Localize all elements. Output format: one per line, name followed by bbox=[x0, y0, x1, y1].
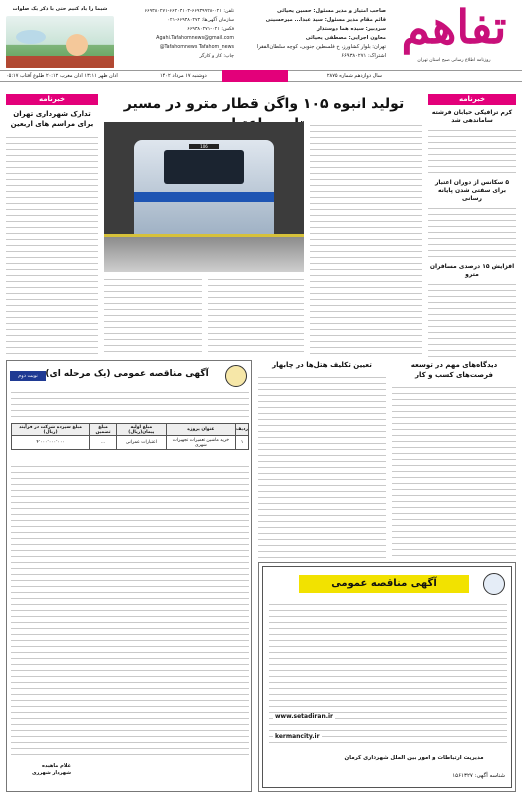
ad-right-title: آگهی مناقصه عمومی bbox=[299, 575, 469, 593]
subscription-line: اشتراک: ۶۶۹۳۸۰۲۷۱ bbox=[341, 53, 386, 59]
tender-ad-right bbox=[258, 562, 516, 792]
mid-col2 bbox=[392, 360, 516, 558]
ad-left-emblem bbox=[225, 365, 247, 387]
date-line: دوشنبه ۱۷ مرداد ۱۴۰۲ bbox=[160, 73, 207, 79]
ad-right-body bbox=[269, 601, 507, 747]
td-title: خرید ماشین تعمیرات تجهیزات شهری bbox=[166, 436, 235, 450]
printer-line: چاپ: کار و کارگر bbox=[199, 54, 234, 59]
main-story bbox=[104, 94, 424, 356]
contact-block bbox=[118, 7, 234, 61]
ad-left-title: آگهی مناقصه عمومی (یک مرحله ای) bbox=[45, 369, 209, 379]
address-line: تهران: بلوار کشاورز، خ فلسطین جنوبی، کوچه سلطان‌الفقرا bbox=[256, 44, 386, 50]
tagline: شیما را یاد کنیم حتی با ذکر یک صلوات bbox=[12, 6, 108, 12]
mid-col1-title[interactable]: تعیین تکلیف هتل‌ها در چابهار bbox=[272, 361, 372, 369]
ad-right-code: شناسه آگهی: ۱۵۶۱۳۲۷ bbox=[452, 773, 505, 779]
chief-line: سردبیر: سیده هما دوستدار bbox=[317, 26, 386, 32]
agency-line: سازمان آگهی‌ها: ۶۶۹۳۸۰۴۷۲-۰۲۱ bbox=[167, 18, 234, 23]
main-col-mid bbox=[208, 276, 304, 354]
right-item3-title[interactable]: افزایش ۱۵ درصدی مسافران مترو bbox=[429, 263, 515, 278]
logo-slogan: روزنامه اطلاع رسانی صبح استان تهران bbox=[417, 58, 491, 63]
right-item2-title[interactable]: ۵ سکانس از دوران اعتبار برای سفتی شدن پایانه رسانی bbox=[434, 179, 510, 202]
ad-left-body bbox=[11, 463, 249, 759]
prayer-line: اذان ظهر ۱۳:۱۱ اذان مغرب ۲۰:۱۲ طلوع آفتاب ۰۵:۱۷ bbox=[6, 73, 118, 79]
editor-line: قائم مقام مدیر مسئول: سید عبدا... میرحسینی bbox=[265, 17, 386, 23]
th-guarantee: مبلغ تضمین bbox=[90, 424, 117, 436]
th-amount: مبلغ اولیه پیمان(ریال) bbox=[116, 424, 166, 436]
email-line: Agahi.Tafahomnews@gmail.com bbox=[156, 36, 234, 41]
tender-ad-left bbox=[6, 360, 252, 792]
right-item1-title[interactable]: کرم ترافیکی خیابان فرشته ساماندهی شد bbox=[431, 109, 513, 124]
td-deposit: ۴٬۰۰۰٬۰۰۰٬۰۰۰ bbox=[12, 436, 90, 450]
section-tab bbox=[222, 70, 288, 82]
ad-left-badge: نوبت دوم bbox=[10, 371, 46, 381]
ad-left-table-header bbox=[12, 424, 249, 436]
right-column bbox=[428, 94, 516, 356]
exec-line: معاون اجرایی: مصطفی یحیائی bbox=[305, 35, 386, 41]
td-amount: اعتبارات عمرانی bbox=[116, 436, 166, 450]
ad-left-table bbox=[11, 423, 249, 450]
main-col-left bbox=[104, 276, 202, 354]
staff-block bbox=[236, 7, 386, 61]
ad-right-sender: مدیریت ارتباطات و امور بین الملل شهرداری کرمان bbox=[344, 755, 484, 761]
main-col-right bbox=[310, 122, 422, 354]
logo bbox=[394, 0, 514, 66]
right-column-header: خبرنامه bbox=[428, 94, 516, 105]
ad-right-website[interactable]: www.setadiran.ir bbox=[275, 713, 334, 720]
mid-col2-title[interactable]: دیدگاه‌های مهم در توسعه فرصت‌های کسب و کار bbox=[410, 361, 498, 379]
left-column bbox=[6, 94, 98, 356]
ad-left-intro bbox=[11, 389, 249, 419]
ad-right-emblem bbox=[483, 573, 505, 595]
ad-right-site2[interactable]: kermancity.ir bbox=[275, 733, 320, 740]
metro-photo: 106 bbox=[104, 122, 304, 272]
table-row bbox=[12, 436, 249, 450]
left-column-header: خبرنامه bbox=[6, 94, 98, 105]
issue-strip bbox=[0, 70, 522, 82]
left-column-title: تدارک شهرداری تهران برای مراسم های اربعین bbox=[10, 110, 94, 128]
th-row: ردیف bbox=[236, 424, 249, 436]
phones-line: تلفن: ۰۲۱-۶۶۹۳۹۹۲۸-۶۶۴۰۴۱۰۳-۶۶۹۳۸۰۲۷۱ bbox=[144, 9, 234, 14]
logo-text: تفاهم bbox=[401, 0, 507, 54]
owner-line: صاحب امتیاز و مدیر مسئول: حسین یحیائی bbox=[277, 8, 386, 14]
mid-col1 bbox=[258, 360, 386, 558]
td-guarantee: ... bbox=[90, 436, 117, 450]
issue-line: سال دوازدهم شماره ۲۸۷۵ bbox=[326, 73, 382, 79]
th-title: عنوان پروژه bbox=[166, 424, 235, 436]
left-column-body bbox=[6, 134, 98, 354]
social-line: @Tafahomnews Tafahom_news bbox=[159, 45, 234, 50]
main-headline[interactable]: تولید انبوه ۱۰۵ واگن قطار مترو در مسیر bbox=[123, 96, 405, 112]
th-deposit: مبلغ سپرده شرکت در فرآیند (ریال) bbox=[12, 424, 90, 436]
fax-line: فکس: ۰۲۱-۶۶۹۳۸۰۲۷۱ bbox=[187, 27, 234, 32]
middle-band bbox=[258, 360, 516, 558]
masthead bbox=[0, 0, 522, 92]
ad-left-footer: غلام ماهیده شهردار شهرری bbox=[31, 763, 71, 776]
td-row: ۱ bbox=[236, 436, 249, 450]
tagline-illustration bbox=[6, 16, 114, 68]
